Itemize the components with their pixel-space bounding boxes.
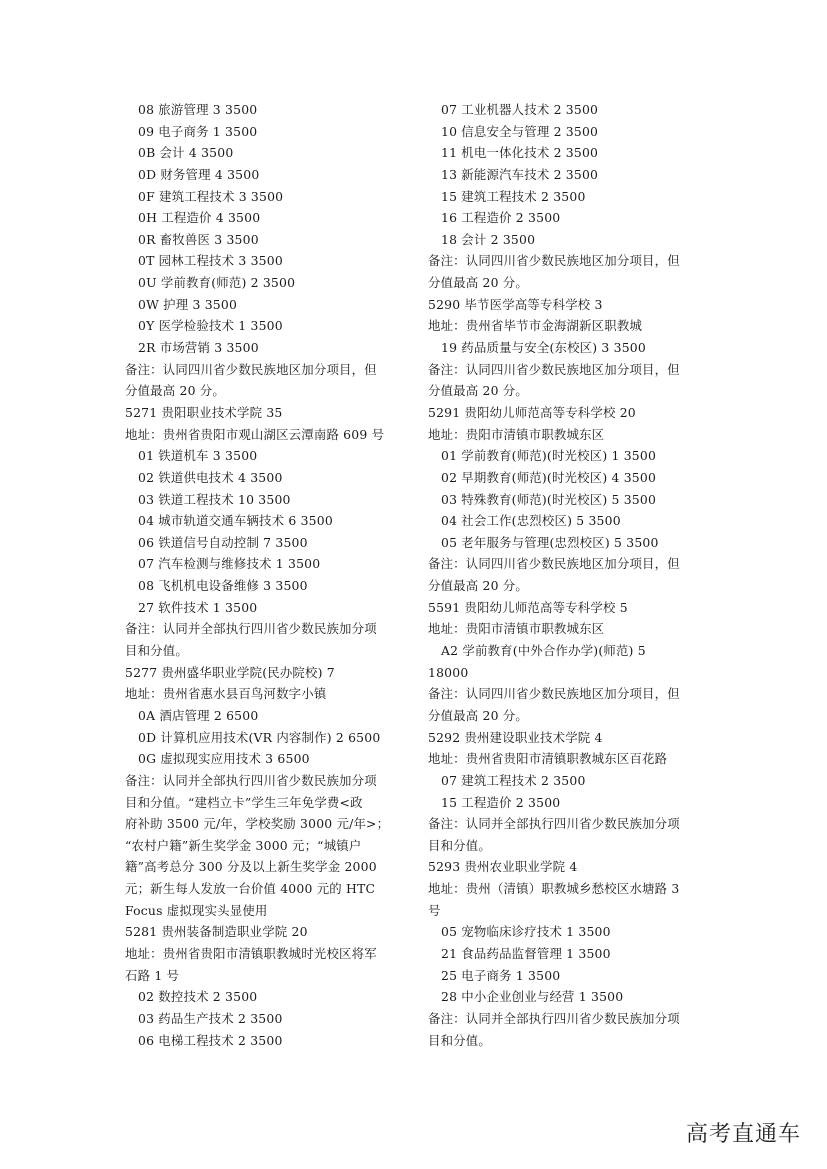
major-entry: 28 中小企业创业与经营 1 3500	[441, 989, 624, 1005]
text-line: 备注：认同四川省少数民族地区加分项目，但	[428, 253, 680, 269]
major-entry: 08 飞机机电设备维修 3 3500	[138, 578, 308, 594]
major-entry: 05 宠物临床诊疗技术 1 3500	[441, 924, 611, 940]
text-line: 目和分值。“建档立卡”学生三年免学费<政	[125, 794, 363, 810]
text-line: 目和分值。	[428, 1032, 491, 1048]
major-entry: 02 数控技术 2 3500	[138, 989, 258, 1005]
major-entry: 15 工程造价 2 3500	[441, 794, 561, 810]
text-line: 分值最高 20 分。	[428, 707, 528, 723]
text-line: 备注：认同并全部执行四川省少数民族加分项	[125, 621, 377, 637]
text-line: “农村户籍”新生奖学金 3000 元；“城镇户	[125, 837, 362, 853]
major-entry: 0T 园林工程技术 3 3500	[138, 253, 283, 269]
major-entry: 13 新能源汽车技术 2 3500	[441, 166, 599, 182]
text-line: Focus 虚拟现实头显使用	[125, 902, 268, 918]
major-entry: 05 老年服务与管理(忠烈校区) 5 3500	[441, 534, 659, 550]
left-column	[125, 99, 415, 1051]
major-entry: 04 社会工作(忠烈校区) 5 3500	[441, 513, 621, 529]
text-line: 分值最高 20 分。	[428, 578, 528, 594]
major-entry: 0A 酒店管理 2 6500	[138, 707, 259, 723]
text-line: 地址：贵州省惠水县百鸟河数字小镇	[125, 686, 327, 702]
major-entry: 27 软件技术 1 3500	[138, 599, 258, 615]
text-line: 地址：贵州省贵阳市观山湖区云潭南路 609 号	[125, 426, 385, 442]
text-line: 目和分值。	[428, 837, 491, 853]
text-line: 5291 贵阳幼儿师范高等专科学校 20	[428, 404, 636, 420]
text-line: 地址：贵阳市清镇市职教城东区	[428, 621, 605, 637]
text-line: 府补助 3500 元/年，学校奖励 3000 元/年>；	[125, 816, 390, 832]
major-entry: 09 电子商务 1 3500	[138, 123, 258, 139]
major-entry: 2R 市场营销 3 3500	[138, 340, 259, 356]
text-line: 5281 贵州装备制造职业学院 20	[125, 924, 308, 940]
major-entry: 10 信息安全与管理 2 3500	[441, 123, 599, 139]
text-line: 籍”高考总分 300 分及以上新生奖学金 2000	[125, 859, 377, 875]
major-entry: 03 药品生产技术 2 3500	[138, 1010, 283, 1026]
major-entry: 07 建筑工程技术 2 3500	[441, 772, 586, 788]
text-line: 地址：贵州省贵阳市清镇职教城东区百花路	[428, 751, 668, 767]
major-entry: 0U 学前教育(师范) 2 3500	[138, 275, 296, 291]
major-entry: 0F 建筑工程技术 3 3500	[138, 188, 284, 204]
text-line: 备注：认同并全部执行四川省少数民族加分项	[125, 772, 377, 788]
major-entry: 02 铁道供电技术 4 3500	[138, 469, 283, 485]
major-entry: 0Y 医学检验技术 1 3500	[138, 318, 283, 334]
major-entry: 0R 畜牧兽医 3 3500	[138, 231, 259, 247]
major-entry: 16 工程造价 2 3500	[441, 210, 561, 226]
major-entry: 19 药品质量与安全(东校区) 3 3500	[441, 340, 646, 356]
major-entry: A2 学前教育(中外合作办学)(师范) 5	[441, 643, 646, 659]
text-line: 5293 贵州农业职业学院 4	[428, 859, 578, 875]
text-line: 地址：贵州省贵阳市清镇职教城时光校区将军	[125, 945, 377, 961]
text-line: 5591 贵阳幼儿师范高等专科学校 5	[428, 599, 628, 615]
right-column	[428, 99, 718, 1051]
text-line: 分值最高 20 分。	[428, 275, 528, 291]
major-entry: 25 电子商务 1 3500	[441, 967, 561, 983]
watermark-text: 高考直通车	[685, 1122, 801, 1147]
major-entry: 07 工业机器人技术 2 3500	[441, 102, 599, 117]
text-line: 号	[428, 902, 441, 918]
text-line: 备注：认同四川省少数民族地区加分项目，但	[428, 686, 680, 702]
major-entry: 18 会计 2 3500	[441, 231, 536, 247]
major-entry: 11 机电一体化技术 2 3500	[441, 145, 599, 161]
text-line: 目和分值。	[125, 643, 188, 659]
text-line: 备注：认同四川省少数民族地区加分项目，但	[125, 361, 377, 377]
major-entry: 0H 工程造价 4 3500	[138, 210, 261, 226]
major-entry: 02 早期教育(师范)(时光校区) 4 3500	[441, 469, 657, 485]
major-entry: 01 学前教育(师范)(时光校区) 1 3500	[441, 448, 657, 464]
major-entry: 0D 计算机应用技术(VR 内容制作) 2 6500	[138, 729, 381, 745]
major-entry: 0B 会计 4 3500	[138, 145, 234, 161]
major-entry: 03 特殊教育(师范)(时光校区) 5 3500	[441, 491, 657, 507]
major-entry: 0W 护理 3 3500	[138, 296, 238, 312]
text-line: 备注：认同并全部执行四川省少数民族加分项	[428, 816, 680, 832]
major-entry: 21 食品药品监督管理 1 3500	[441, 945, 611, 961]
major-entry: 07 汽车检测与维修技术 1 3500	[138, 556, 321, 572]
text-line: 地址：贵阳市清镇市职教城东区	[428, 426, 605, 442]
text-line: 5292 贵州建设职业技术学院 4	[428, 729, 603, 745]
text-line: 元；新生每人发放一台价值 4000 元的 HTC	[125, 881, 376, 897]
major-entry: 04 城市轨道交通车辆技术 6 3500	[138, 513, 333, 529]
text-line: 5290 毕节医学高等专科学校 3	[428, 296, 603, 312]
major-entry: 06 铁道信号自动控制 7 3500	[138, 534, 308, 550]
major-entry: 03 铁道工程技术 10 3500	[138, 491, 291, 507]
text-line: 分值最高 20 分。	[125, 383, 225, 399]
text-line: 分值最高 20 分。	[428, 383, 528, 399]
text-line: 5277 贵州盛华职业学院(民办院校) 7	[125, 664, 335, 680]
major-entry: 01 铁道机车 3 3500	[138, 448, 258, 464]
text-line: 18000	[428, 664, 469, 680]
text-line: 备注：认同四川省少数民族地区加分项目，但	[428, 556, 680, 572]
text-line: 备注：认同并全部执行四川省少数民族加分项	[428, 1010, 680, 1026]
text-line: 石路 1 号	[125, 967, 180, 983]
text-line: 备注：认同四川省少数民族地区加分项目，但	[428, 361, 680, 377]
major-entry: 15 建筑工程技术 2 3500	[441, 188, 586, 204]
text-line: 5271 贵阳职业技术学院 35	[125, 404, 283, 420]
major-entry: 0G 虚拟现实应用技术 3 6500	[138, 751, 310, 767]
major-entry: 08 旅游管理 3 3500	[138, 102, 258, 117]
major-entry: 0D 财务管理 4 3500	[138, 166, 260, 182]
text-line: 地址：贵州（清镇）职教城乡愁校区水塘路 3	[428, 881, 680, 897]
text-line: 地址：贵州省毕节市金海湖新区职教城	[428, 318, 643, 334]
major-entry: 06 电梯工程技术 2 3500	[138, 1032, 283, 1048]
